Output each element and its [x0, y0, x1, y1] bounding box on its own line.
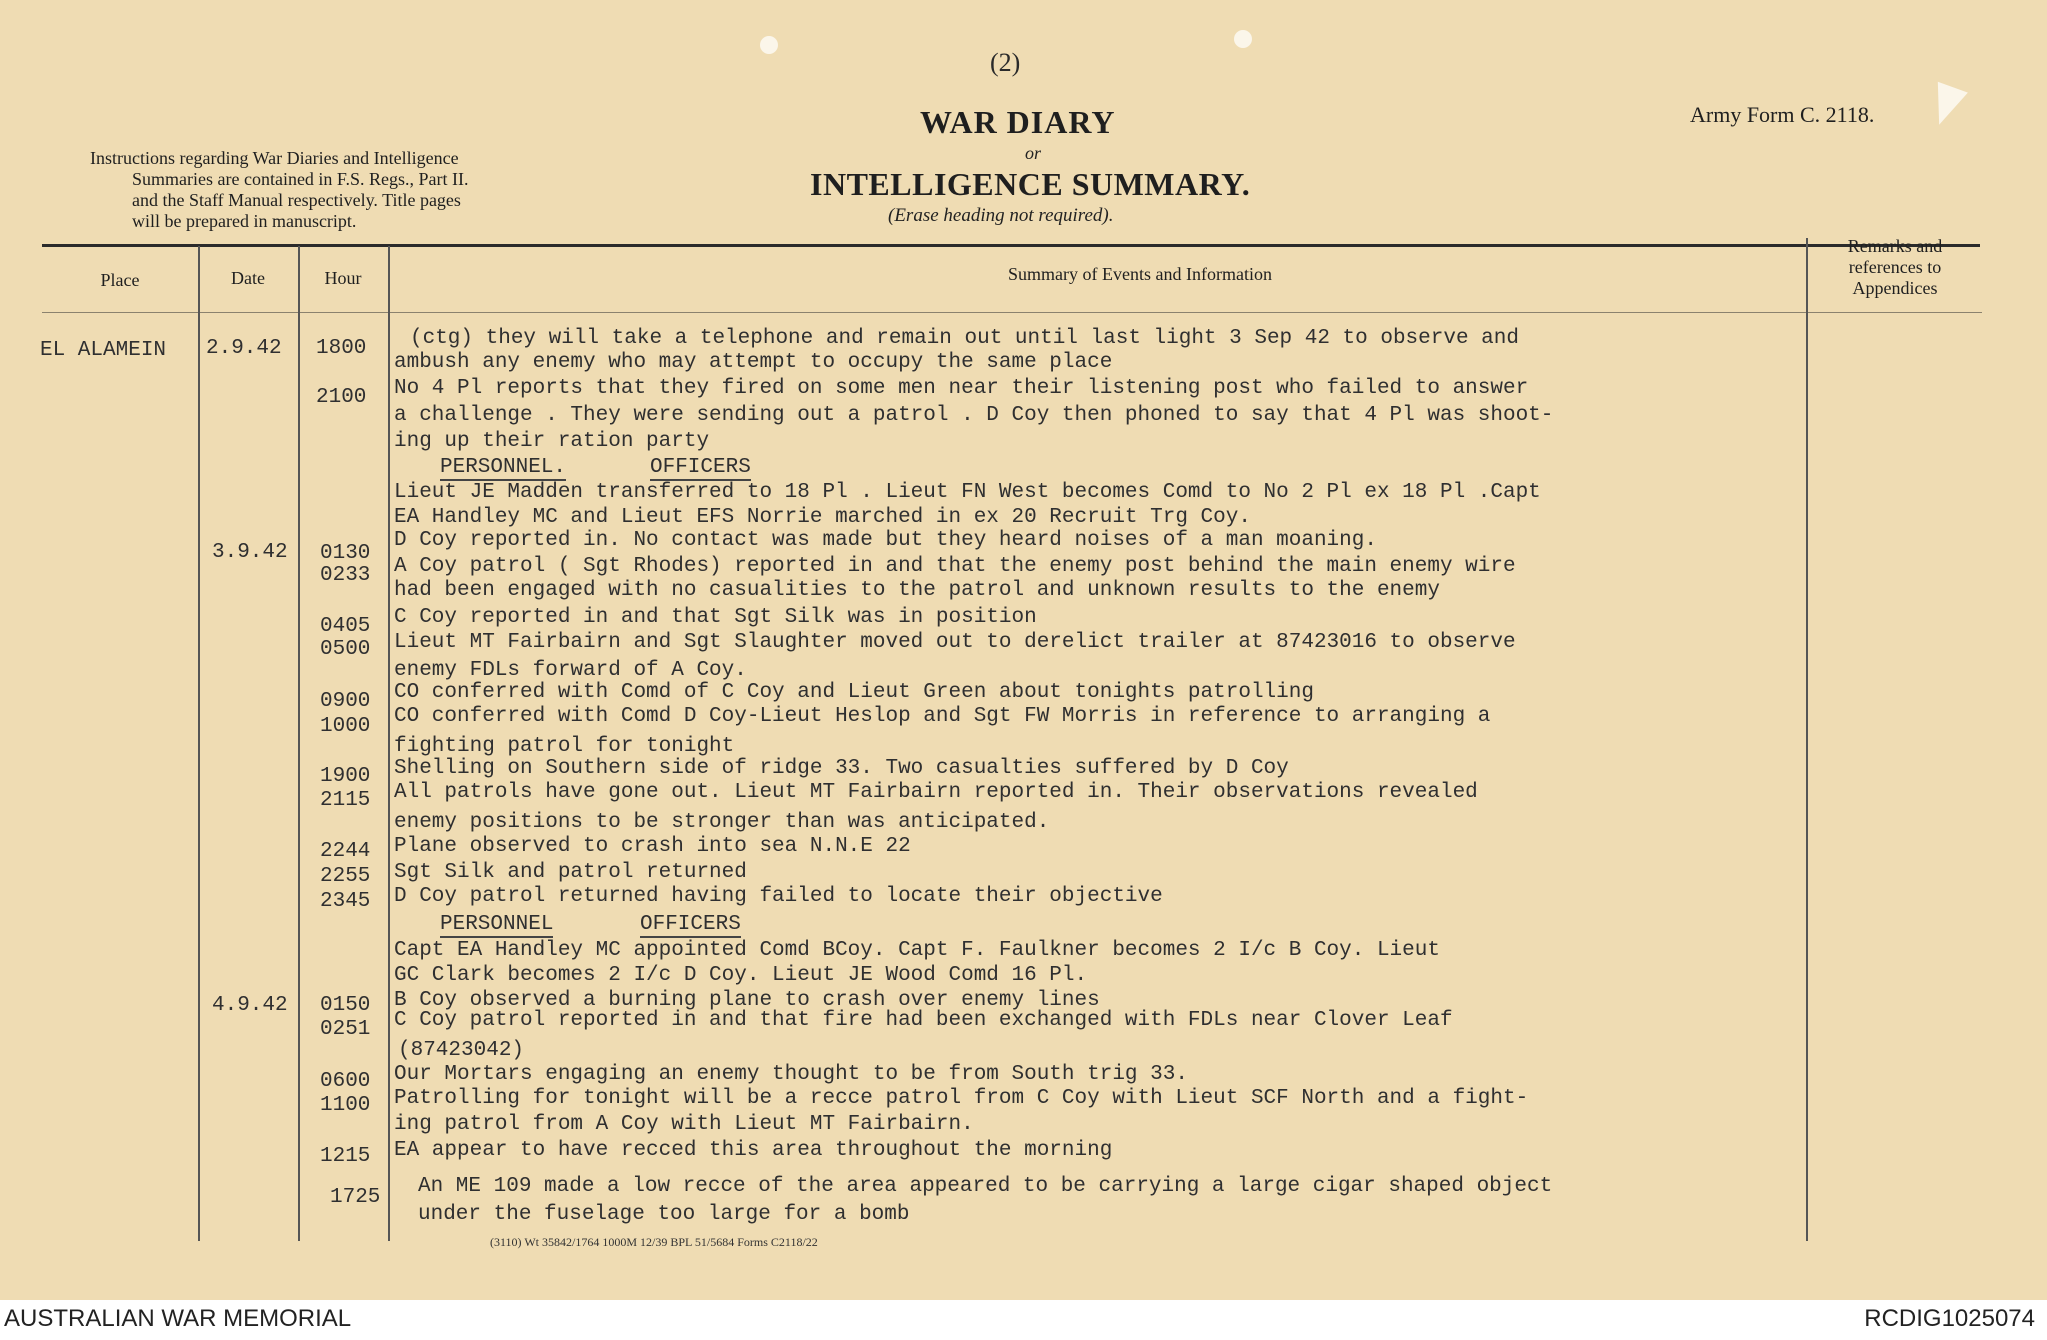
hour-cell: 1725: [330, 1186, 381, 1209]
entry-line: GC Clark becomes 2 I/c D Coy. Lieut JE Wood Comd 16 Pl.: [394, 964, 1088, 987]
entry-line: Lieut JE Madden transferred to 18 Pl . Lieut FN West becomes Comd to No 2 Pl ex 18 Pl .Capt: [394, 481, 1541, 504]
entry-line: fighting patrol for tonight: [394, 735, 735, 758]
entry-line: ing patrol from A Coy with Lieut MT Fairbairn.: [394, 1113, 974, 1136]
entry-line: C Coy patrol reported in and that fire had been exchanged with FDLs near Clover Leaf: [394, 1009, 1453, 1032]
entry-line: CO conferred with Comd D Coy-Lieut Heslop and Sgt FW Morris in reference to arranging a: [394, 705, 1491, 728]
place-cell: EL ALAMEIN: [40, 339, 167, 362]
instructions-line: will be prepared in manuscript.: [132, 211, 357, 231]
entry-line: Lieut MT Fairbairn and Sgt Slaughter moved out to derelict trailer at 87423016 to observe: [394, 631, 1516, 654]
hour-cell: 0500: [320, 638, 371, 661]
column-divider: [388, 246, 390, 1241]
entry-line: (87423042): [398, 1039, 525, 1062]
archive-credit: AUSTRALIAN WAR MEMORIAL: [4, 1305, 352, 1332]
hour-cell: 0251: [320, 1018, 371, 1041]
army-form-number: Army Form C. 2118.: [1690, 102, 1875, 127]
header-row-divider: [42, 312, 1982, 313]
hour-cell: 2244: [320, 840, 371, 863]
title-or: or: [1025, 143, 1042, 163]
hour-cell: 0150: [320, 994, 371, 1017]
archive-id: RCDIG1025074: [1864, 1305, 2035, 1332]
instructions-line: and the Staff Manual respectively. Title pages: [132, 190, 461, 210]
date-cell: 4.9.42: [212, 994, 288, 1017]
column-header-summary: Summary of Events and Information: [1008, 264, 1272, 284]
entry-line: B Coy observed a burning plane to crash over enemy lines: [394, 989, 1100, 1012]
hour-cell: 2255: [320, 865, 371, 888]
hour-cell: 0233: [320, 564, 371, 587]
printer-imprint: (3110) Wt 35842/1764 1000M 12/39 BPL 51/5684 Forms C2118/22: [490, 1235, 818, 1249]
entry-line: EA Handley MC and Lieut EFS Norrie marched in ex 20 Recruit Trg Coy.: [394, 506, 1251, 529]
entry-line: had been engaged with no casualities to the patrol and unknown results to the enemy: [394, 579, 1440, 602]
column-header-date: Date: [231, 268, 265, 288]
hour-cell: 0130: [320, 542, 371, 565]
title-war-diary: WAR DIARY: [920, 104, 1116, 140]
entry-line: Shelling on Southern side of ridge 33. Two casualties suffered by D Coy: [394, 757, 1289, 780]
hour-cell: 2345: [320, 890, 371, 913]
entry-line: (ctg) they will take a telephone and remain out until last light 3 Sep 42 to observe and: [410, 327, 1519, 350]
officers-heading: OFFICERS: [640, 913, 741, 936]
date-cell: 2.9.42: [206, 337, 282, 360]
column-header-hour: Hour: [324, 268, 362, 288]
header-rule: [42, 244, 1980, 247]
page-number: (2): [990, 48, 1021, 77]
hour-cell: 1000: [320, 715, 371, 738]
remarks-line: references to: [1848, 257, 1942, 277]
instructions: [90, 148, 590, 232]
entry-line: enemy FDLs forward of A Coy.: [394, 659, 747, 682]
hour-cell: 2100: [316, 386, 367, 409]
remarks-line: Remarks and: [1847, 236, 1943, 256]
title-intelligence-summary: INTELLIGENCE SUMMARY.: [810, 166, 1251, 202]
column-header-place: Place: [100, 270, 140, 290]
entry-line: All patrols have gone out. Lieut MT Fairbairn reported in. Their observations revealed: [394, 781, 1478, 804]
entry-line: ing up their ration party: [394, 430, 710, 453]
personnel-heading: PERSONNEL.: [440, 456, 567, 479]
punch-hole-left: [760, 36, 778, 54]
entry-line: under the fuselage too large for a bomb: [418, 1203, 910, 1226]
entry-line: No 4 Pl reports that they fired on some men near their listening post who failed to answer: [394, 377, 1529, 400]
hour-cell: 1215: [320, 1145, 371, 1168]
personnel-heading: PERSONNEL: [440, 913, 554, 936]
entry-line: enemy positions to be stronger than was anticipated.: [394, 811, 1050, 834]
hour-cell: 0405: [320, 615, 371, 638]
entry-line: Patrolling for tonight will be a recce patrol from C Coy with Lieut SCF North and a fight-: [394, 1087, 1529, 1110]
hour-cell: 0600: [320, 1070, 371, 1093]
entry-line: Sgt Silk and patrol returned: [394, 861, 747, 884]
entry-line: A Coy patrol ( Sgt Rhodes) reported in and that the enemy post behind the main enemy wire: [394, 555, 1516, 578]
hour-cell: 1100: [320, 1094, 371, 1117]
entry-line: D Coy patrol returned having failed to locate their objective: [394, 885, 1163, 908]
column-divider: [298, 246, 300, 1241]
entry-line: An ME 109 made a low recce of the area appeared to be carrying a large cigar shaped object: [418, 1175, 1553, 1198]
entry-line: CO conferred with Comd of C Coy and Lieut Green about tonights patrolling: [394, 681, 1314, 704]
entry-line: D Coy reported in. No contact was made but they heard noises of a man moaning.: [394, 529, 1377, 552]
remarks-line: Appendices: [1852, 278, 1938, 298]
erase-note: (Erase heading not required).: [888, 205, 1114, 226]
date-cell: 3.9.42: [212, 541, 288, 564]
entry-line: ambush any enemy who may attempt to occupy the same place: [394, 351, 1113, 374]
officers-heading: OFFICERS: [650, 456, 751, 479]
instructions-line: Summaries are contained in F.S. Regs., Part II.: [132, 169, 469, 189]
column-divider: [198, 246, 200, 1241]
column-divider: [1806, 238, 1808, 1241]
entry-line: Plane observed to crash into sea N.N.E 22: [394, 835, 911, 858]
punch-hole-right: [1234, 30, 1252, 48]
hour-cell: 2115: [320, 789, 371, 812]
hour-cell: 1800: [316, 337, 367, 360]
entry-line: a challenge . They were sending out a patrol . D Coy then phoned to say that 4 Pl was shoot-: [394, 404, 1554, 427]
entry-line: EA appear to have recced this area throughout the morning: [394, 1139, 1113, 1162]
hour-cell: 1900: [320, 765, 371, 788]
entry-line: C Coy reported in and that Sgt Silk was in position: [394, 606, 1037, 629]
entry-line: Capt EA Handley MC appointed Comd BCoy. Capt F. Faulkner becomes 2 I/c B Coy. Lieut: [394, 939, 1440, 962]
torn-corner: [1924, 82, 1968, 131]
entry-line: Our Mortars engaging an enemy thought to be from South trig 33.: [394, 1063, 1188, 1086]
instructions-line: Instructions regarding War Diaries and Intelligence: [90, 148, 459, 168]
hour-cell: 0900: [320, 690, 371, 713]
column-header-remarks: [1810, 236, 1980, 299]
